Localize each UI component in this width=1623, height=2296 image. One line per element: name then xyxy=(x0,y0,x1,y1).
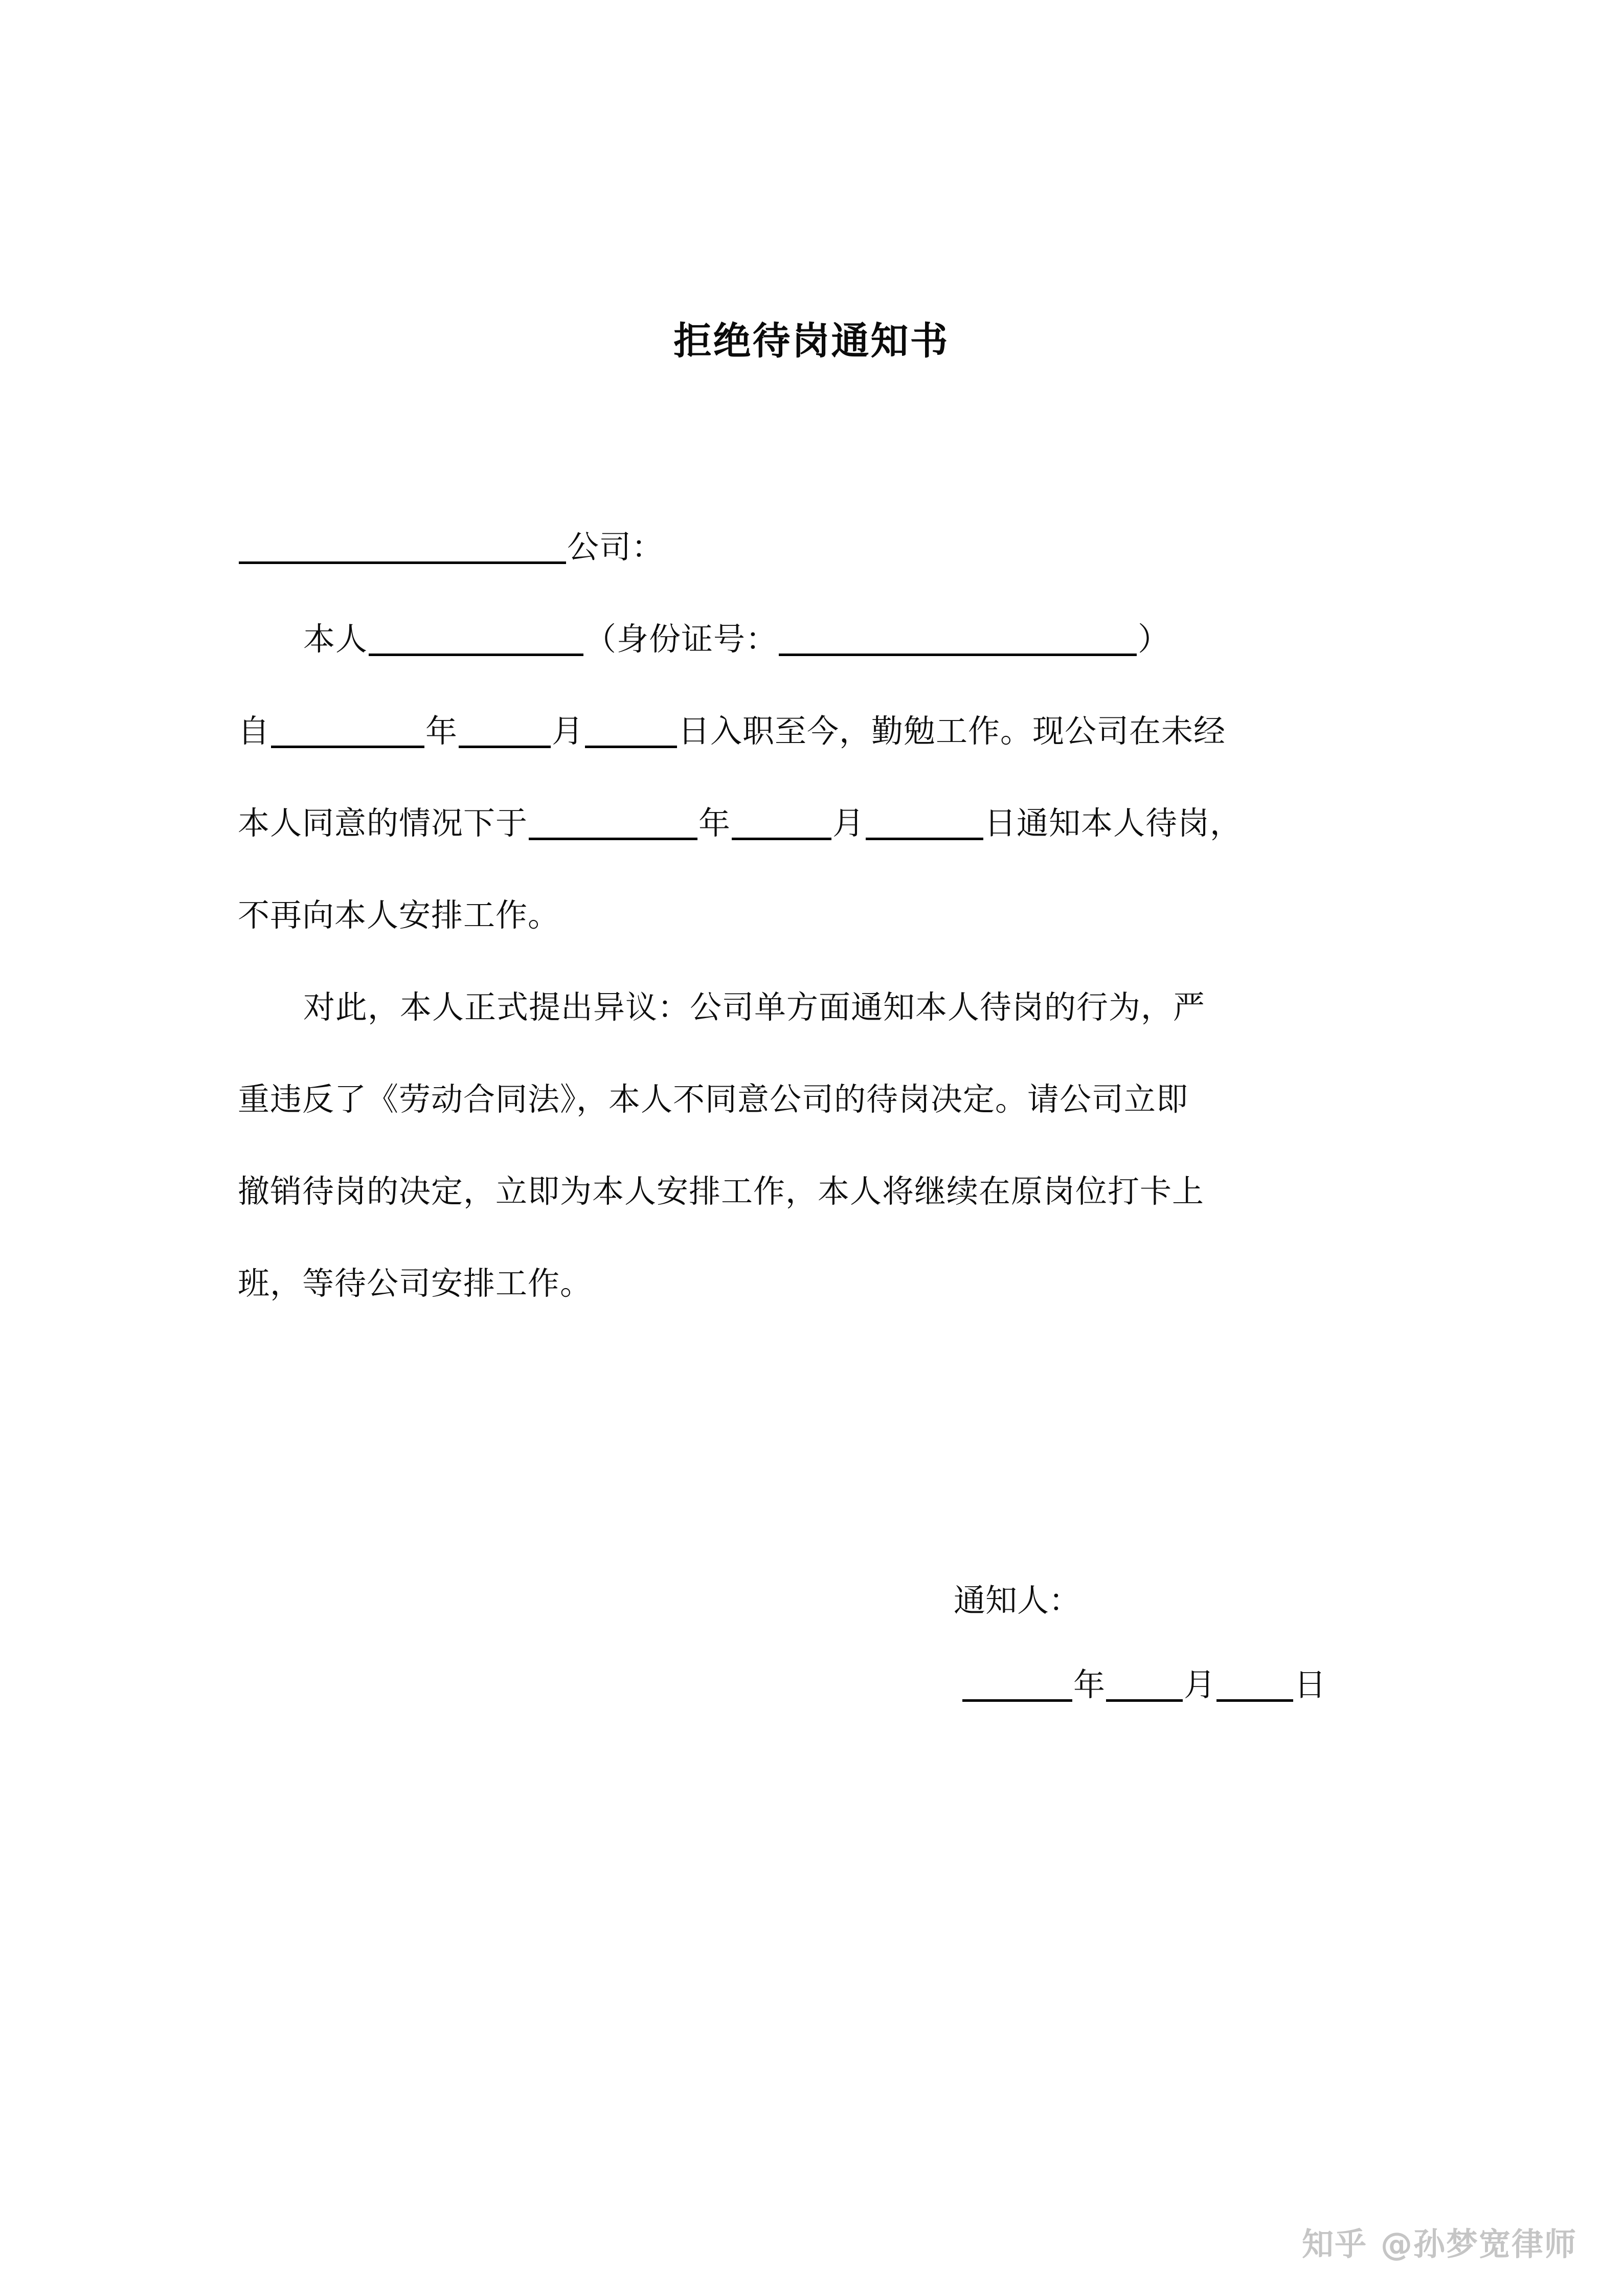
zhihu-logo-text: 知乎 xyxy=(1301,2225,1367,2263)
signature-block xyxy=(954,1562,1516,1639)
sign-year-label: 年 xyxy=(1073,1666,1106,1703)
sign-month-label: 月 xyxy=(1184,1666,1216,1703)
self-name-blank[interactable] xyxy=(369,623,583,656)
p1-line-4: 不再向本人安排工作。 xyxy=(238,896,560,934)
signature-date-line xyxy=(961,1647,1326,1723)
addressee-line xyxy=(238,501,1386,593)
p1-consent-label: 本人同意的情况下于 xyxy=(238,804,528,842)
sign-month-blank[interactable] xyxy=(1106,1669,1183,1702)
p1-line-2 xyxy=(238,685,1386,777)
p1-paren-close: ） xyxy=(1138,620,1170,658)
hire-month-blank[interactable] xyxy=(459,715,551,748)
sign-day-blank[interactable] xyxy=(1216,1669,1293,1702)
p1-line-3 xyxy=(238,777,1386,869)
watermark xyxy=(1302,2219,1577,2264)
p1-id-label: （身份证号： xyxy=(584,620,778,658)
notifier-label: 通知人： xyxy=(954,1582,1081,1619)
p1-notice-year-label: 年 xyxy=(698,804,731,842)
p1-day-tail: 日入职至今，勤勉工作。现公司在未经 xyxy=(678,712,1226,750)
company-name-blank[interactable] xyxy=(239,531,566,564)
p1-notice-day-tail: 日通知本人待岗， xyxy=(984,804,1243,842)
sign-day-label: 日 xyxy=(1294,1666,1326,1703)
notice-year-blank[interactable] xyxy=(529,807,697,840)
page-title: 拒绝待岗通知书 xyxy=(673,319,950,363)
hire-day-blank[interactable] xyxy=(585,715,677,748)
document-body xyxy=(238,501,1386,1330)
p2-line-1-text: 对此，本人正式提出异议：公司单方面通知本人待岗的行为，严 xyxy=(303,988,1206,1026)
hire-year-blank[interactable] xyxy=(271,715,424,748)
watermark-handle: @孙梦宽律师 xyxy=(1380,2225,1577,2263)
p1-year-label: 年 xyxy=(425,712,458,750)
id-number-blank[interactable] xyxy=(779,623,1137,656)
addressee-suffix: 公司： xyxy=(567,528,664,566)
p1-self-label: 本人 xyxy=(303,620,368,658)
p1-from-label: 自 xyxy=(238,712,270,750)
notice-month-blank[interactable] xyxy=(732,807,831,840)
p1-month-label: 月 xyxy=(552,712,584,750)
sign-year-blank[interactable] xyxy=(962,1669,1072,1702)
p2-line-1 xyxy=(238,961,1386,1053)
p2-line-3: 撤销待岗的决定，立即为本人安排工作，本人将继续在原岗位打卡上 xyxy=(238,1173,1205,1210)
p1-line-1 xyxy=(238,593,1386,685)
p1-notice-month-label: 月 xyxy=(832,804,865,842)
notice-day-blank[interactable] xyxy=(866,807,983,840)
p2-line-4: 班，等待公司安排工作。 xyxy=(238,1265,593,1302)
p2-line-2: 重违反了《劳动合同法》，本人不同意公司的待岗决定。请公司立即 xyxy=(238,1081,1189,1118)
